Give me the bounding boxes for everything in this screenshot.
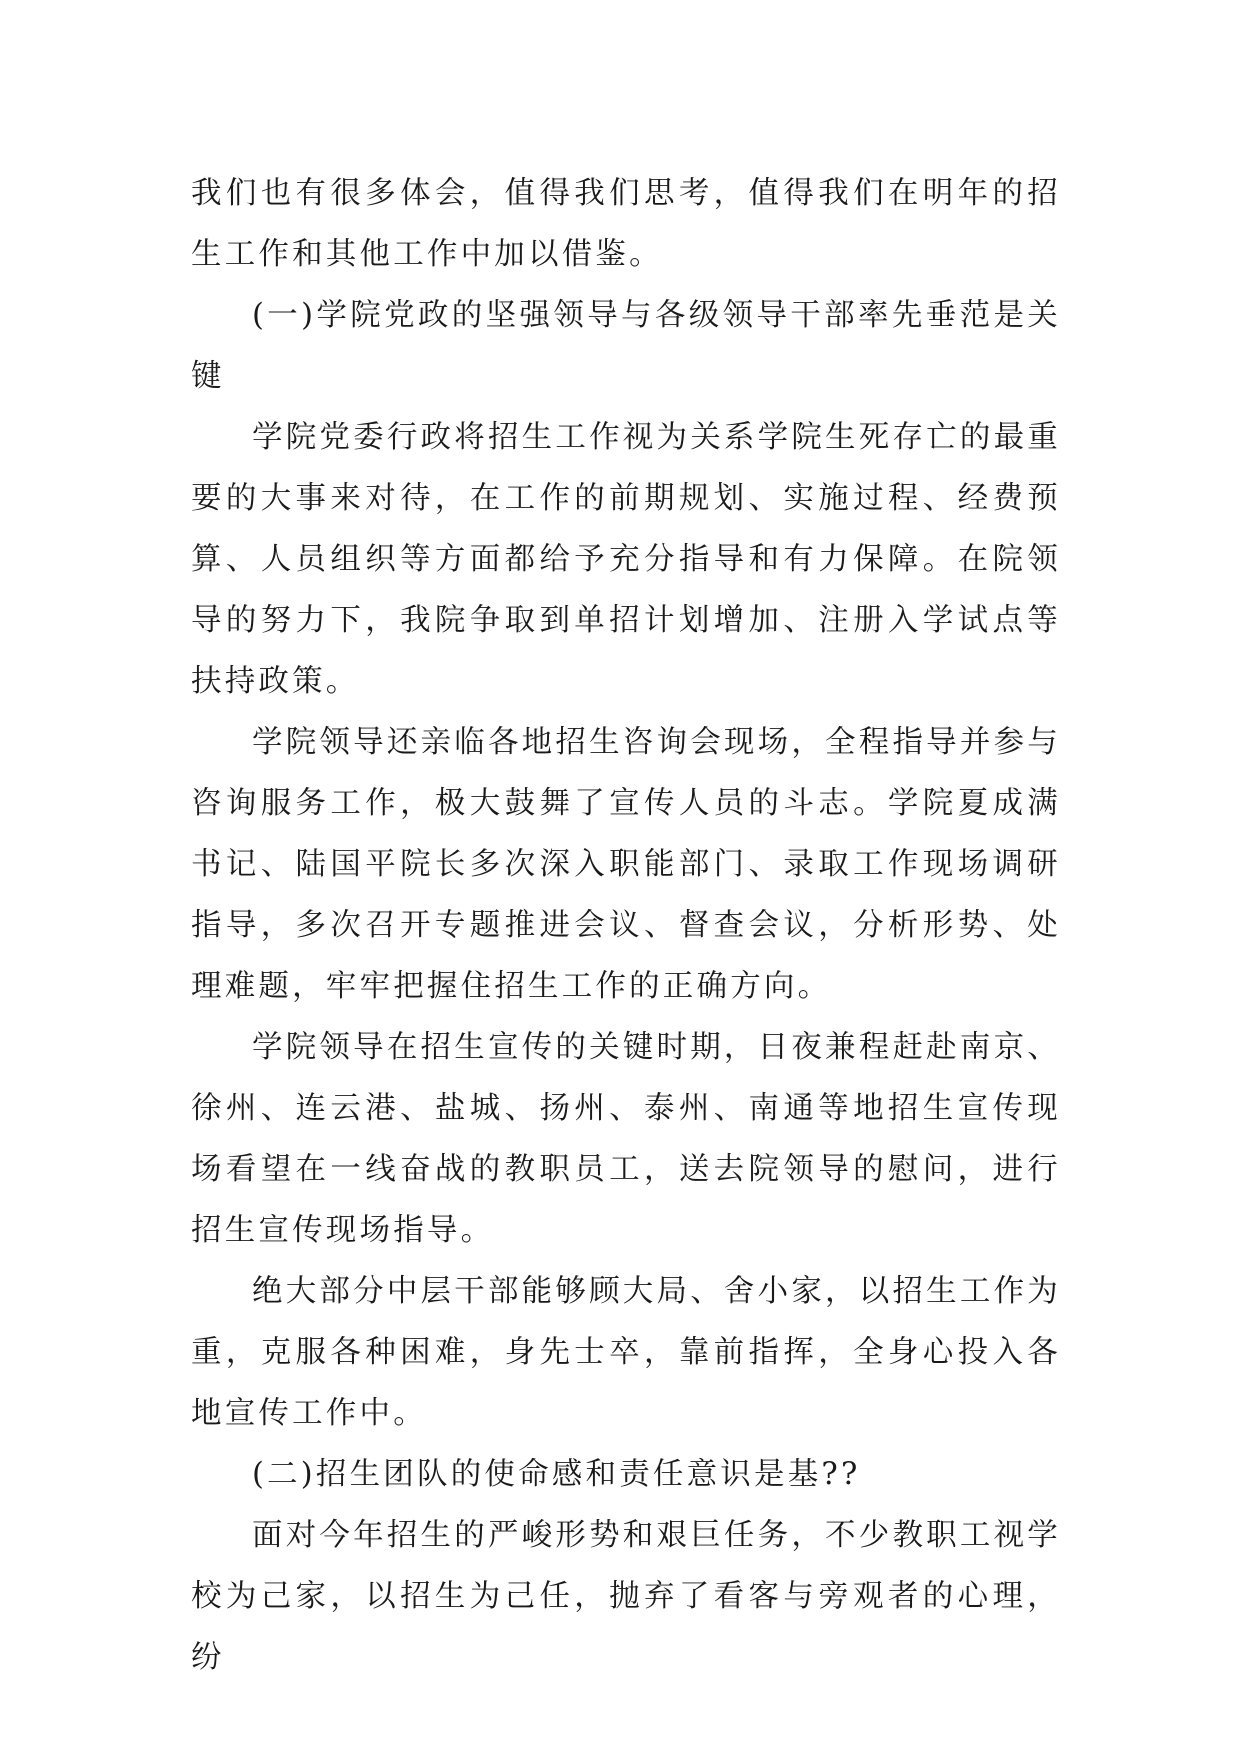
- paragraph: 面对今年招生的严峻形势和艰巨任务，不少教职工视学校为己家，以招生为己任，抛弃了看客与旁观者的心理，纷: [191, 1518, 1061, 1675]
- paragraph: 学院党委行政将招生工作视为关系学院生死存亡的最重要的大事来对待，在工作的前期规划、实施过程、经费预算、人员组织等方面都给予充分指导和有力保障。在院领导的努力下，我院争取到单招计划增加、注册入学试点等扶持政策。: [191, 420, 1061, 699]
- document-body: [191, 163, 1061, 1688]
- paragraph: 学院领导在招生宣传的关键时期，日夜兼程赶赴南京、徐州、连云港、盐城、扬州、泰州、南通等地招生宣传现场看望在一线奋战的教职员工，送去院领导的慰问，进行招生宣传现场指导。: [191, 1030, 1061, 1248]
- section-heading-2: (二)招生团队的使命感和责任意识是基??: [252, 1457, 861, 1492]
- section-heading-1: (一)学院党政的坚强领导与各级领导干部率先垂范是关键: [191, 298, 1061, 394]
- paragraph: 绝大部分中层干部能够顾大局、舍小家，以招生工作为重，克服各种困难，身先士卒，靠前指挥，全身心投入各地宣传工作中。: [191, 1274, 1061, 1431]
- paragraph: 学院领导还亲临各地招生咨询会现场，全程指导并参与咨询服务工作，极大鼓舞了宣传人员的斗志。学院夏成满书记、陆国平院长多次深入职能部门、录取工作现场调研指导，多次召开专题推进会议、督查会议，分析形势、处理难题，牢牢把握住招生工作的正确方向。: [191, 725, 1061, 1004]
- paragraph-continuation: 我们也有很多体会，值得我们思考，值得我们在明年的招生工作和其他工作中加以借鉴。: [191, 176, 1061, 272]
